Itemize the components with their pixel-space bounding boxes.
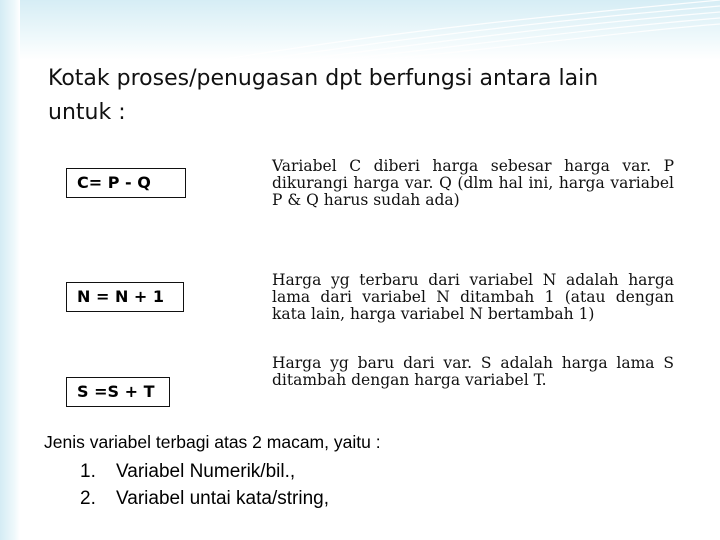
list-text: Variabel untai kata/string, (116, 488, 329, 509)
list-item (80, 458, 329, 485)
slide-left-band (0, 0, 20, 540)
process-desc-3: Harga yg baru dari var. S adalah harga lama S ditambah dengan harga variabel T. (272, 354, 674, 389)
process-desc-2: Harga yg terbaru dari variabel N adalah harga lama dari variabel N ditambah 1 (atau dengan kata lain, harga variabel N bertambah 1) (272, 271, 674, 323)
slide-title: Kotak proses/penugasan dpt berfungsi antara lain untuk : (48, 66, 599, 125)
process-box-1: C= P - Q (66, 168, 186, 198)
list-number: 1. (80, 461, 96, 482)
variable-types-list (80, 458, 329, 512)
process-box-2: N = N + 1 (66, 282, 184, 312)
process-box-3: S =S + T (66, 377, 170, 407)
variable-types-intro: Jenis variabel terbagi atas 2 macam, yaitu : (44, 432, 381, 452)
list-number: 2. (80, 488, 96, 509)
list-text: Variabel Numerik/bil., (116, 461, 296, 482)
decorative-swoosh (0, 0, 720, 60)
process-desc-1: Variabel C diberi harga sebesar harga var. P dikurangi harga var. Q (dlm hal ini, harga variabel P & Q harus sudah ada) (272, 157, 674, 209)
list-item (80, 485, 329, 512)
